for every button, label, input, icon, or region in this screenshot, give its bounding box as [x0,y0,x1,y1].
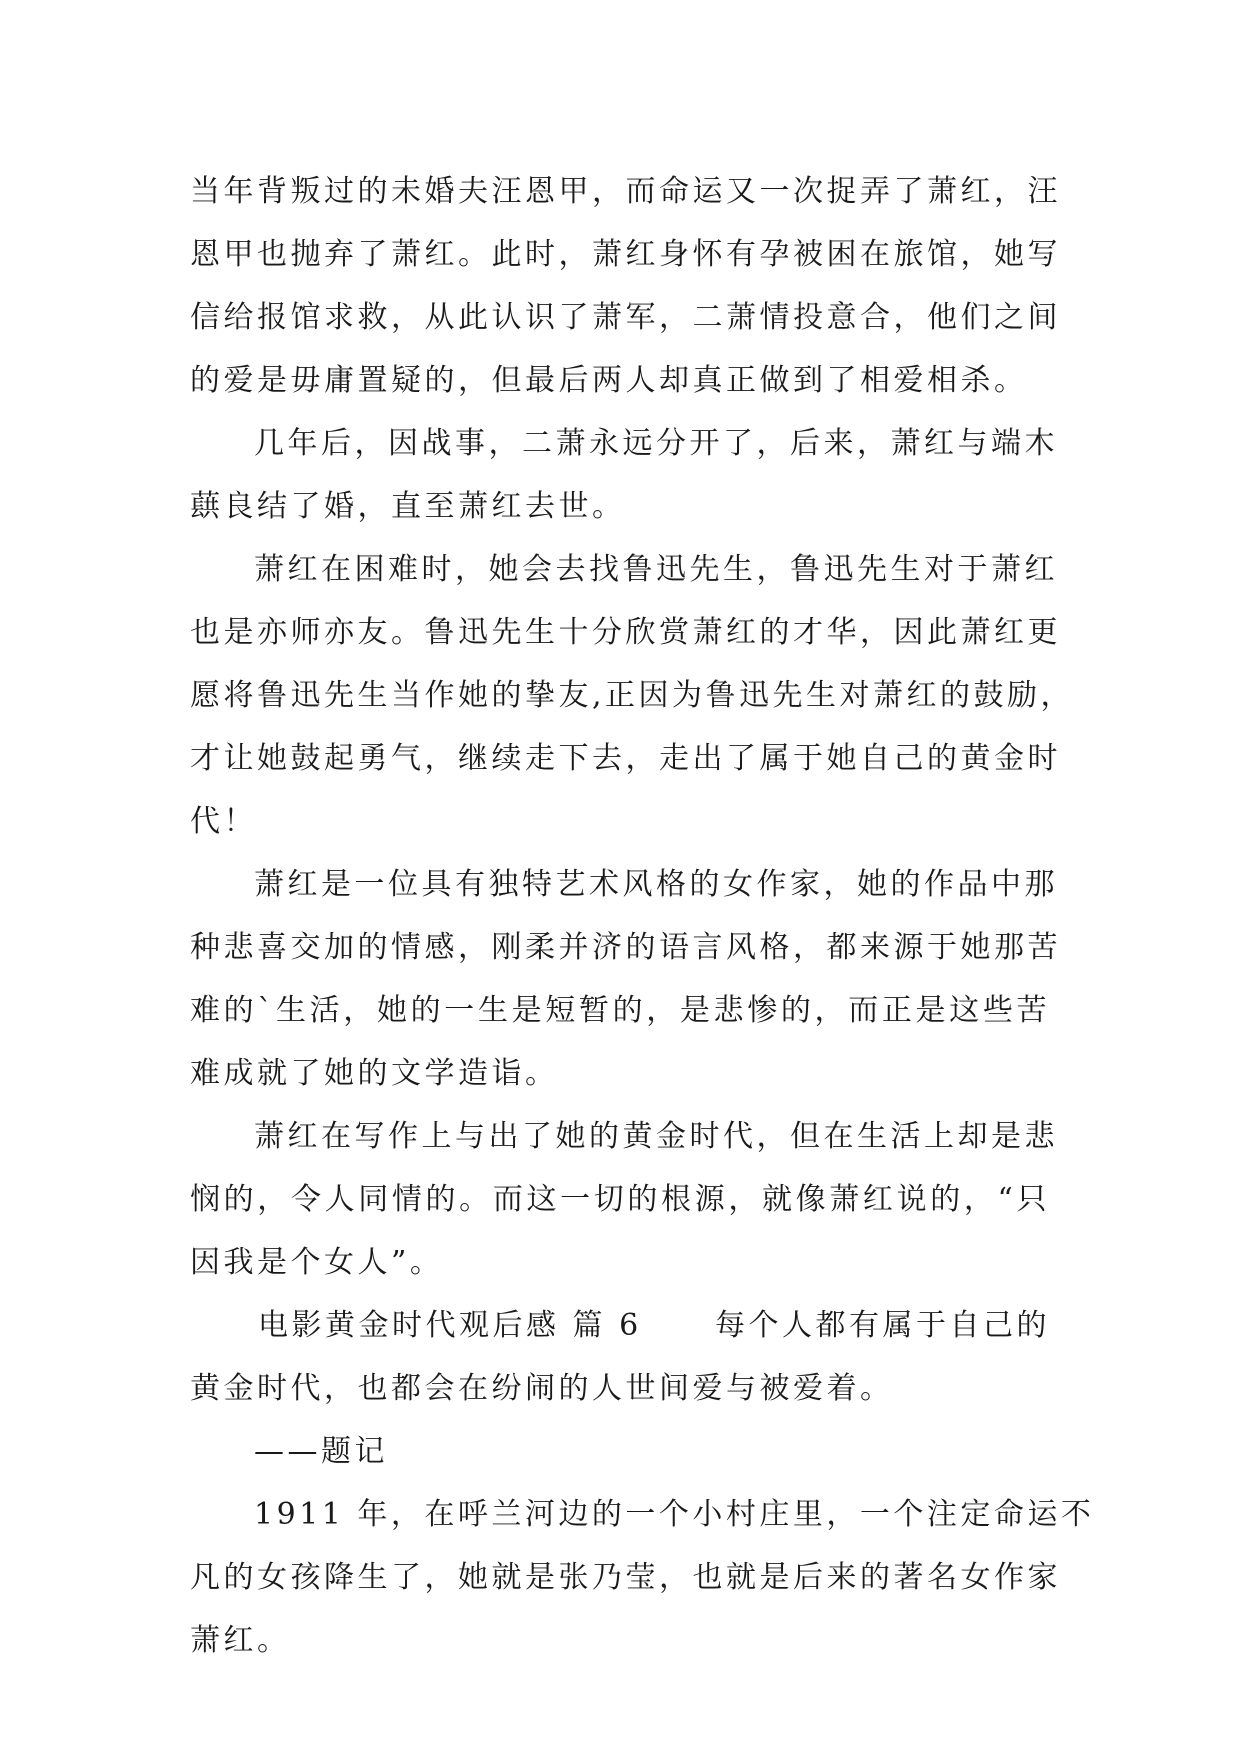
section-heading-line [190,1294,1050,1357]
text-line: 蕻良结了婚，直至萧红去世。 [190,489,626,524]
text-line: 凡的女孩降生了，她就是张乃莹，也就是后来的著名女作家 [190,1560,1061,1595]
text-line: 恩甲也抛弃了萧红。此时，萧红身怀有孕被困在旅馆，她写 [190,237,1061,272]
document-body [190,160,1095,1672]
text-line: 也是亦师亦友。鲁迅先生十分欣赏萧红的才华，因此萧红更 [190,615,1061,650]
text-line: 萧红是一位具有独特艺术风格的女作家，她的作品中那 [254,867,1058,902]
text-line: 的爱是毋庸置疑的，但最后两人却真正做到了相爱相杀。 [190,363,1028,398]
paragraph-2 [190,412,1058,538]
paragraph-3 [190,538,1075,853]
epigraph-paragraph [190,1420,1050,1483]
text-line: 难的`生活，她的一生是短暂的，是悲惨的，而正是这些苦 [190,993,1050,1028]
text-line: 因我是个女人”。 [190,1245,444,1280]
text-line: 代！ [190,804,257,839]
text-line: 黄金时代，也都会在纷闹的人世间爱与被爱着。 [190,1371,894,1406]
text-line: 萧红。 [190,1623,291,1658]
section-first-line-text: 每个人都有属于自己的 [715,1308,1050,1343]
paragraph-1 [190,160,1061,412]
section-title: 电影黄金时代观后感 篇 6 [258,1308,642,1343]
text-line: 几年后，因战事，二萧永远分开了，后来，萧红与端木 [254,426,1058,461]
paragraph-5 [190,1105,1058,1294]
text-line: 萧红在困难时，她会去找鲁迅先生，鲁迅先生对于萧红 [254,552,1058,587]
text-line: 1911 年，在呼兰河边的一个小村庄里，一个注定命运不 [254,1497,1095,1532]
text-line: 当年背叛过的未婚夫汪恩甲，而命运又一次捉弄了萧红，汪 [190,174,1061,209]
text-line: 愿将鲁迅先生当作她的挚友,正因为鲁迅先生对萧红的鼓励， [190,678,1075,713]
text-line: 种悲喜交加的情感，刚柔并济的语言风格，都来源于她那苦 [190,930,1061,965]
text-line: 萧红在写作上与出了她的黄金时代，但在生活上却是悲 [254,1119,1058,1154]
text-line: 悯的，令人同情的。而这一切的根源，就像萧红说的，“只 [190,1182,1050,1217]
section-paragraph [190,1294,1050,1420]
text-line: 才让她鼓起勇气，继续走下去，走出了属于她自己的黄金时 [190,741,1061,776]
text-line: 难成就了她的文学造诣。 [190,1056,559,1091]
epigraph: ——题记 [254,1434,388,1469]
paragraph-4 [190,853,1061,1105]
closing-paragraph [190,1483,1095,1672]
text-line: 信给报馆求救，从此认识了萧军，二萧情投意合，他们之间 [190,300,1061,335]
